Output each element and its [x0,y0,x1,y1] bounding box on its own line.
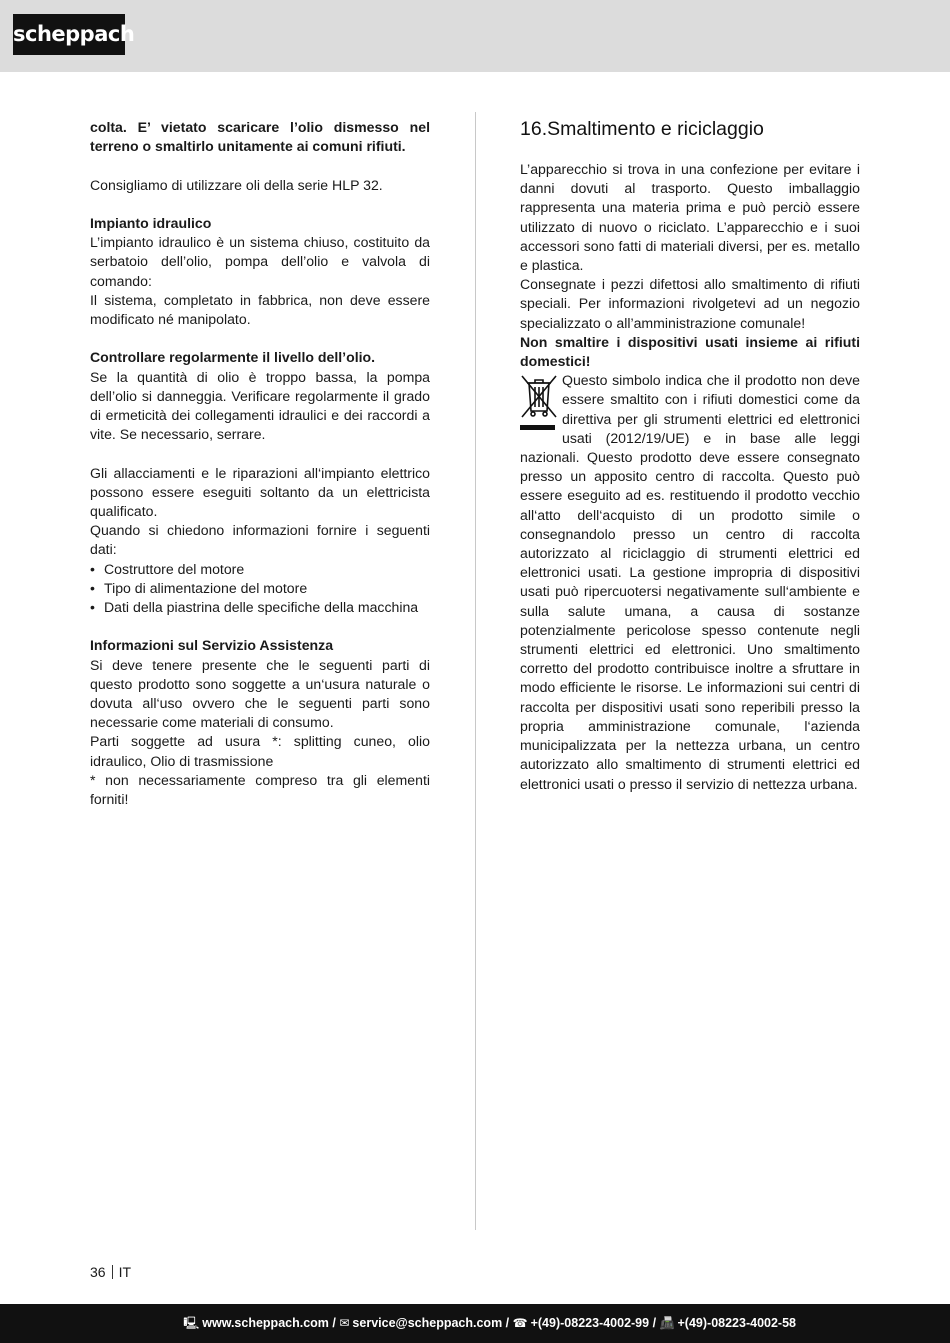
crossed-out-wheelie-bin-icon [520,373,558,431]
weee-block [520,371,860,793]
hydraulic-heading: Impianto idraulico [90,214,212,231]
section-number: 16. [520,118,548,140]
column-divider [475,112,476,1230]
list-item: • Dati della piastrina delle specifiche della macchina [90,598,430,617]
service-heading: Informazioni sul Servizio Assistenza [90,637,334,654]
footer-separator [112,1265,113,1279]
electrical-text: Gli allacciamenti e le riparazioni all‘impianto elettrico possono essere eseguiti soltanto da un elettricista qualificato. [90,464,430,519]
oil-recommendation: Consigliamo di utilizzare oli della serie HLP 32. [90,176,383,193]
household-waste-warning: Non smaltire i dispositivi usati insieme ai rifiuti domestici! [520,333,860,370]
fax-icon: 📠 [659,1316,675,1330]
weee-text: Questo simbolo indica che il prodotto non deve essere smaltito con i rifiuti domestici come da direttiva per gli strumenti elettrici ed elettronici usati (2012/19/UE) e in base alle leggi nazionali. Questo prodotto deve essere consegnato presso un apposito centro di raccolta. Questo può essere eseguito ad es. restituendo il prodotto vecchio all‘atto dell‘acquisto di un prodotto simile o consegnandolo presso un centro di raccolta autorizzato al riciclaggio di strumenti elettrici ed elettronici usati. La gestione impropria di dispositivi usati può ripercuotersi negativamente sull‘ambiente e sulla salute umana, a causa di sostanze potenzialmente pericolose spesso contenute negli strumenti elettrici ed elettronici. Uno smaltimento corretto del prodotto contribuisce inoltre a sfruttare in modo efficiente le risorse. Le informazioni sui centri di raccolta per dispositivi usati sono reperibili presso la propria amministrazione comunale, l‘azienda municipalizzata per la nettezza urbana, un centro autorizzato allo smaltimento di strumenti elettrici ed elettronici usati o presso il servizio di nettezza urbana. [520,372,860,792]
website-link[interactable]: www.scheppach.com [202,1316,329,1330]
contact-separator: / [505,1316,510,1330]
wear-parts-intro: Si deve tenere presente che le seguenti parti di questo prodotto sono soggette a un‘usura naturale o dovuta all‘uso ovvero che le seguenti parti sono necessarie come materiali di consumo. [90,656,430,731]
list-item: • Tipo di alimentazione del motore [90,579,430,598]
envelope-icon: ✉ [339,1316,350,1330]
section-title: Smaltimento e riciclaggio [547,118,764,140]
logo-text: scheppach [13,22,135,46]
section-heading [520,118,860,140]
defective-parts-text: Consegnate i pezzi difettosi allo smaltimento di rifiuti speciali. Per informazioni rivolgetevi ad un negozio specializzato o all’amministrazione comunale! [520,276,860,331]
right-column [520,118,860,794]
page-number: 36 [90,1264,106,1280]
oil-level-heading: Controllare regolarmente il livello dell’olio. [90,349,376,366]
wear-parts-list: Parti soggette ad usura *: splitting cuneo, olio idraulico, Olio di trasmissione [90,733,430,769]
telephone-icon: ☎ [512,1316,528,1330]
hydraulic-description: L’impianto idraulico è un sistema chiuso, costituito da serbatoio dell’olio, pompa dell’olio e valvola di comando: [90,234,430,289]
list-item: • Costruttore del motore [90,560,430,579]
left-column [90,118,430,809]
email-link[interactable]: service@scheppach.com [352,1316,503,1330]
language-code: IT [118,1264,132,1280]
info-request-text: Quando si chiedono informazioni fornire i seguenti dati: [90,522,430,558]
fax-number: +(49)-08223-4002-58 [677,1316,796,1330]
phone-number[interactable]: +(49)-08223-4002-99 [530,1316,650,1330]
page-footer [90,1264,131,1280]
hydraulic-no-modify: Il sistema, completato in fabbrica, non deve essere modificato né manipolato. [90,291,430,327]
scheppach-logo[interactable] [13,14,135,55]
info-list [90,560,430,618]
contact-bar [0,1304,950,1343]
computer-icon: 🖳 [183,1316,200,1330]
oil-disposal-warning: colta. E’ vietato scaricare l’olio dismesso nel terreno o smaltirlo unitamente ai comuni rifiuti. [90,119,430,155]
wear-parts-footnote: * non necessariamente compreso tra gli elementi forniti! [90,771,430,808]
contact-separator: / [652,1316,657,1330]
packaging-text: L’apparecchio si trova in una confezione per evitare i danni dovuti al trasporto. Questo imballaggio rappresenta una materia prima e può perciò essere utilizzato di nuovo o riciclato. L’apparecchio e i suoi accessori sono fatti di materiali diversi, per es. metallo e plastica. [520,161,860,274]
oil-level-text: Se la quantità di olio è troppo bassa, la pompa dell’olio si danneggia. Verificare regolarmente il grado di ermeticità dei collegamenti idraulici e dei raccordi a vite. Se necessario, serrare. [90,368,430,443]
contact-separator: / [332,1316,336,1330]
header-bar [0,0,950,72]
